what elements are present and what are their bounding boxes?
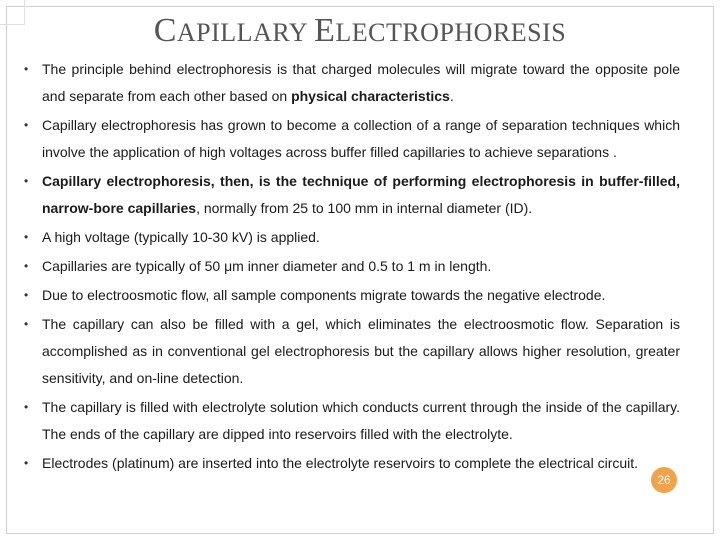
title-initial-2: E bbox=[314, 12, 336, 49]
bullet-text-end: . bbox=[449, 88, 454, 104]
bullet-item-electrodes bbox=[24, 450, 680, 477]
title-word-1-rest: APILLARY bbox=[176, 18, 315, 47]
title-initial-1: C bbox=[153, 12, 177, 49]
slide-frame-left bbox=[6, 6, 7, 534]
title-word-2-rest: LECTROPHORESIS bbox=[335, 18, 567, 47]
bullet-dot-icon: • bbox=[24, 400, 29, 414]
bullet-text: The capillary can also be filled with a gel, which eliminates the electroosmotic flow. Separation is accomplished as in conventional gel electrophoresis but the capillary allows higher resolution, greater sensitivity, and on-line detection. bbox=[42, 316, 680, 386]
bullet-dot-icon: • bbox=[24, 230, 29, 244]
slide-title bbox=[0, 12, 720, 50]
bullet-item-dimensions bbox=[24, 253, 680, 280]
slide-frame-right bbox=[713, 6, 714, 534]
bullet-dot-icon: • bbox=[24, 317, 29, 331]
bullet-dot-icon: • bbox=[24, 174, 29, 188]
slide-frame-bottom bbox=[6, 533, 714, 534]
bullet-text: A high voltage (typically 10-30 kV) is applied. bbox=[42, 229, 320, 245]
bullet-item-electrolyte bbox=[24, 394, 680, 448]
bullet-text-end: , normally from 25 to 100 mm in internal diameter (ID). bbox=[196, 200, 533, 216]
bullet-text: The capillary is filled with electrolyte solution which conducts current through the inside of the capillary. The ends of the capillary are dipped into reservoirs filled with the electrolyte. bbox=[42, 399, 680, 442]
bullet-item-principle bbox=[24, 56, 680, 110]
bullet-text: Electrodes (platinum) are inserted into the electrolyte reservoirs to complete the electrical circuit. bbox=[42, 455, 639, 471]
bullet-list bbox=[24, 56, 680, 479]
bullet-item-collection bbox=[24, 112, 680, 166]
bullet-item-voltage bbox=[24, 224, 680, 251]
bullet-dot-icon: • bbox=[24, 456, 29, 470]
bullet-dot-icon: • bbox=[24, 118, 29, 132]
bullet-dot-icon: • bbox=[24, 288, 29, 302]
slide-frame-top bbox=[6, 6, 714, 7]
page-number-badge: 26 bbox=[651, 467, 677, 493]
bullet-item-eof bbox=[24, 282, 680, 309]
bullet-text: The principle behind electrophoresis is that charged molecules will migrate toward the opposite pole and separate from each other based on bbox=[42, 61, 680, 104]
bullet-dot-icon: • bbox=[24, 259, 29, 273]
bullet-dot-icon: • bbox=[24, 62, 29, 76]
bullet-bold-text: Capillary electrophoresis, then, is the technique of performing electrophoresis in buffer-filled, narrow-bore capillaries bbox=[42, 173, 680, 216]
bullet-text: Capillaries are typically of 50 μm inner diameter and 0.5 to 1 m in length. bbox=[42, 258, 492, 274]
bullet-text: Capillary electrophoresis has grown to become a collection of a range of separation techniques which involve the application of high voltages across buffer filled capillaries to achieve separations . bbox=[42, 117, 680, 160]
bullet-bold-text: physical characteristics bbox=[291, 88, 450, 104]
bullet-item-gel bbox=[24, 311, 680, 392]
bullet-text: Due to electroosmotic flow, all sample components migrate towards the negative electrode. bbox=[42, 287, 606, 303]
bullet-item-definition bbox=[24, 168, 680, 222]
